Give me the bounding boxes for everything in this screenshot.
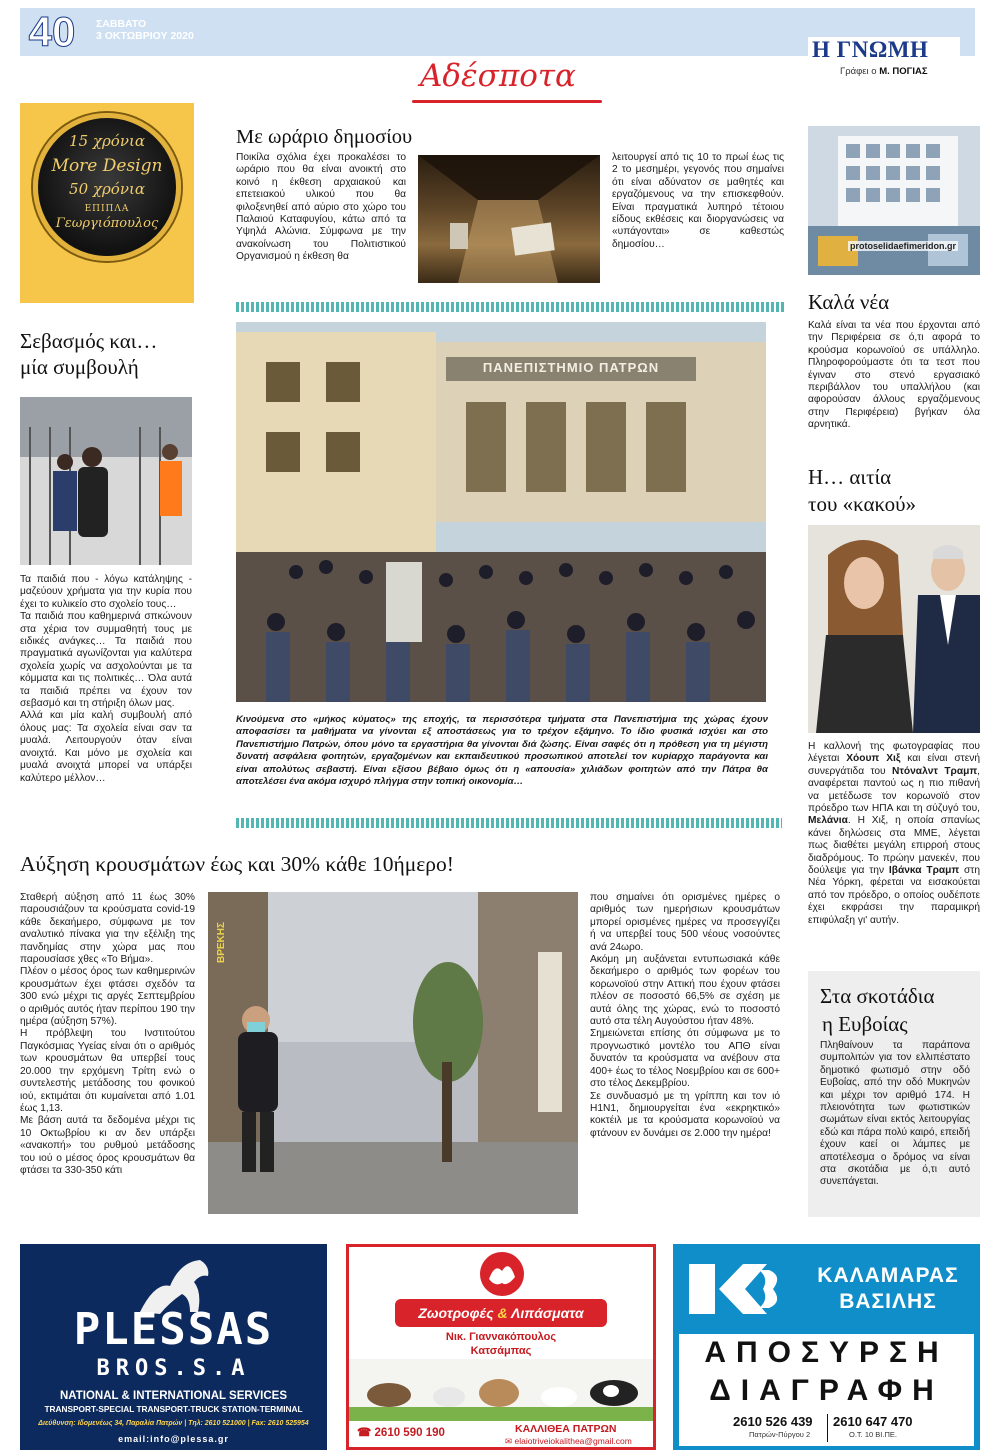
article-skotadia-title-line2: η Ευβοίας <box>822 1012 908 1036</box>
issue-date-text: 3 ΟΚΤΩΒΡΙΟΥ 2020 <box>96 30 194 42</box>
ad-more-line4: ΕΠΙΠΛΑ <box>84 204 130 214</box>
aitia-text-2: και είναι στενή συνεργάτιδα του <box>808 753 981 777</box>
university-caption: Κινούμενα στο «μήκος κύματος» της εποχής, τα περισσότερα τμήματα στα Πανεπιστήμια της χώρας έχουν αποφασίσει τα μαθήματα να γίνονται εξ αποστάσεως για το τρέχον εξάμηνο. Το ίδιο φυσικά ισχύει και στο Πανεπιστήμιο Πατρών, όπου μόνο τα εργαστήρια θα γίνονται διά ζώσης. Είναι σαφές ότι η πρόθεση για τη μέγιστη δυνατή ασφάλεια φοιτητών, εργαζομένων και εκπαιδευτικού προσωπικού αποτελεί τον κυρίαρχο παράγοντα και είναι απολύτως σεβαστή. Είναι εξίσου βέβαιο όμως ότι η «απουσία» χιλιάδων φοιτητών από την Πάτρα θα αποτελέσει ένα ακόμα ισχυρό πλήγμα στην τοπική οικονομία… <box>236 714 768 788</box>
article-skotadia-title <box>820 982 934 1038</box>
plessas-line1: NATIONAL & INTERNATIONAL SERVICES <box>59 1390 288 1402</box>
school-entrance-photo-art <box>20 397 192 565</box>
ad-more-line1: 15 χρόνια <box>69 132 145 150</box>
kalamaras-name-2: ΒΑΣΙΛΗΣ <box>839 1290 937 1313</box>
issue-date <box>96 18 194 42</box>
aitia-name-melania: Μελάνια <box>808 815 848 827</box>
krousmata-col1-p4: Με βάση αυτά τα δεδομένα μέχρι τις 10 Οκτωβρίου κι αν δεν υπάρξει «ανακοπή» του ρυθμού μετάδοσης του ιού ο μέσος όρος κρουσμάτων θα φτάσει τα 330-350 κάτι <box>20 1115 195 1176</box>
plessas-sub: BROS.S.A <box>96 1356 251 1381</box>
article-kala-nea-body: Καλά είναι τα νέα που έρχονται από την Περιφέρεια σε ό,τι αφορά το κρούσμα κορωνοϊού σε υπάλληλο. Πληροφορούμαστε ότι τα τεστ που έγιναν στο στενό εργασιακό περιβάλλον του υπαλλήλου (και αφορούσαν άλλους εργαζόμενους στην Περιφέρεια) βγήκαν όλα αρνητικά. <box>808 320 980 431</box>
article-aitia-body <box>808 741 980 927</box>
zootrofes-email-text: elaiotriveiokalithea@gmail.com <box>514 1436 632 1446</box>
ad-more-design-seal <box>33 113 181 261</box>
zootrofes-owner-2: Κατσάμπας <box>470 1345 532 1357</box>
section-underline <box>412 100 602 103</box>
kalamaras-logo-icon <box>685 1256 785 1322</box>
ad-kalamaras[interactable] <box>673 1244 980 1450</box>
zootrofes-phone-text: 2610 590 190 <box>374 1427 445 1439</box>
aitia-name-ivanka: Ιβάνκα Τραμπ <box>888 865 960 877</box>
ad-plessas[interactable] <box>20 1244 327 1450</box>
kalamaras-phone-2: 2610 647 470 <box>833 1414 913 1429</box>
zootrofes-title <box>395 1299 607 1327</box>
zootrofes-location: ΚΑΛΛΙΘΕΑ ΠΑΤΡΩΝ <box>515 1423 617 1435</box>
aitia-text-1: Η καλλονή της φωτογραφίας που λέγεται <box>808 741 980 765</box>
ad-more-line5: Γεωργιόπουλος <box>55 216 159 231</box>
article-krousmata-col2 <box>590 892 780 1140</box>
krousmata-col2-p3: Σημειώνεται επίσης ότι σύμφωνα με το προγνωστικό μοντέλο του ΑΠΘ είναι δυνατόν τα κρούσματα να ανέβουν στα 400+ έως το τέλος Νοεμβρίου και σε 600+ στο τέλος Δεκεμβρίου. <box>590 1028 780 1090</box>
street-photo <box>208 892 578 1214</box>
article-sevasmos-title <box>20 328 157 380</box>
zootrofes-phone <box>357 1425 445 1439</box>
ad-more-line3: 50 χρόνια <box>69 180 145 198</box>
article-orario-col2: λειτουργεί από τις 10 το πρωί έως τις 2 το μεσημέρι, γεγονός που σημαίνει ότι είναι αδύνατον σε μαθητές και εργαζόμενους να την επισκεφθούν. Είναι πραγματικά λυπηρό τέτοιου είδους εκθέσεις και διοργανώσεις να «υπάγονται» σε καθεστώς δημοσίου… <box>612 152 784 250</box>
kalamaras-service-2: ΔΙΑΓΡΑΦΗ <box>709 1374 944 1407</box>
shelter-photo <box>418 155 600 283</box>
krousmata-col2-p4: Σε συνδυασμό με τη γρίππη και τον ιό H1N1, δημιουργείται ένα «εκρηκτικό» κοκτέιλ με τα κρούσματα κορωνοϊού να φτάνουν εν δυνάμει σε 2.000 την ημέρα! <box>590 1090 780 1139</box>
divider-top <box>236 302 784 312</box>
article-aitia-title <box>808 464 916 518</box>
krousmata-col1-p2: Πλέον ο μέσος όρος των καθημερινών κρουσμάτων έχει φτάσει σχεδόν τα 300 ενώ μέχρι τις αργές Σεπτεμβρίου ο αριθμός αυτός ήταν περίπου 190 την ημέρα (αύξηση 57%). <box>20 966 195 1028</box>
university-sign: ΠΑΝΕΠΙΣΤΗΜΙΟ ΠΑΤΡΩΝ <box>482 360 660 375</box>
article-sevasmos-body <box>20 574 192 785</box>
zootrofes-title-amp: & <box>497 1305 508 1321</box>
zootrofes-title-a: Ζωοτροφές <box>418 1305 494 1321</box>
article-krousmata-title: Αύξηση κρουσμάτων έως και 30% κάθε 10ήμερο! <box>20 852 454 876</box>
aitia-name-trump: Ντόναλντ Τραμπ <box>892 765 978 777</box>
hicks-photo-art <box>808 525 980 733</box>
article-orario-title: Με ωράριο δημοσίου <box>236 126 413 148</box>
kalamaras-phone-divider <box>827 1414 828 1442</box>
article-sevasmos-p2: Τα παιδιά που καθημερινά σπκώνουν στα χέρια τον συμμαθητή τους με ειδικές ανάγκες… Τα παιδιά που πραγματικά αγωνίζονται για καλύτερα σχολεία χωρίς να ασχολούνται με τα κόμματα και τις πολιτικές… Όλα αυτά τα παιδιά πρέπει να έχουν τον σεβασμό και τη στήριξη όλων μας. <box>20 611 192 710</box>
krousmata-col1-p3: Η πρόβλεψη του Ινστιτούτου Παγκόσμιας Υγείας είναι ότι ο αριθμός των κρουσμάτων θα υπερβεί τους 20.000 την ερχόμενη Τρίτη ενώ ο συντελεστής μετάδοσης του φονικού ιού, εκτιμάται ότι κυμαίνεται από 1.01 έως 1,13. <box>20 1028 195 1114</box>
hicks-photo <box>808 525 980 733</box>
street-photo-art <box>208 892 578 1214</box>
kiosk-watermark: protoselidaefimeridon.gr <box>850 241 957 251</box>
page-number: 40 <box>20 8 84 56</box>
kiosk-photo <box>808 126 980 275</box>
section-title: Αδέσποτα <box>420 58 576 94</box>
article-sevasmos-p3: Αλλά και μία καλή συμβουλή από όλους μας: Τα σχολεία είναι σαν τα μυαλά. Λειτουργούν όταν είναι ανοιχτά. Και μόνο με σχολεία και μυαλά ανοιχτά μπορεί να υπάρξει καλύτερο μέλλον… <box>20 710 192 784</box>
kiosk-photo-art <box>808 126 980 275</box>
newspaper-logo: Η ΓΝΩΜΗ <box>812 37 929 62</box>
plessas-address: Διεύθυνση: Ιδομενέως 34, Παραλία Πατρών | Τηλ: 2610 521000 | Fax: 2610 525954 <box>38 1420 309 1427</box>
krousmata-col2-p2: Ακόμη μη αυξάνεται εντυπωσιακά κάθε δεκαήμερο ο αριθμός των φορέων του κορωνοϊού στην Αττική που έχουν φτάσει πλέον σε ποσοστό 66,5% σε σχέση με αυτά όλης της χώρας, ενώ το ποσοστό αυτό στα τέλη Αυγούστου ήταν 48%. <box>590 954 780 1028</box>
krousmata-col2-p1: που σημαίνει ότι ορισμένες ημέρες ο αριθμός των ημερήσιων κρουσμάτων μπορεί ορισμένες ημέρες να προσεγγίζει ή να υπερβεί τους 500 νέους νοσούντες ανά 24ωρο. <box>590 892 780 953</box>
aitia-name-hicks: Χόουπ Χιξ <box>846 753 901 765</box>
article-skotadia-title-line1: Στα σκοτάδια <box>820 984 935 1008</box>
krousmata-col1-p1: Σταθερή αύξηση από 11 έως 30% παρουσιάζουν τα κρούσματα covid-19 κάθε δεκαήμερο, σύμφωνα με τον αναλυτικό πίνακα για την εξέλιξη της πανδημίας στην χώρα μας που παρουσίασε χθες «Το Βήμα». <box>20 892 195 966</box>
aitia-text-5: στη Νέα Υόρκη, φέρεται να εισακούεται από τον πρόεδρο, ο οποίος ουδέποτε έχει εκφράσει την παραμικρή επιφύλαξη γι' αυτήν. <box>808 865 980 926</box>
article-krousmata-col1 <box>20 892 195 1177</box>
zootrofes-email <box>505 1436 632 1447</box>
article-aitia-title-line2: του «κακού» <box>808 492 917 516</box>
divider-middle <box>236 818 782 828</box>
school-entrance-photo <box>20 397 192 565</box>
street-photo-sign: ΒΡΕΚΗΣ <box>216 922 227 964</box>
phone-icon: ☎ <box>357 1427 375 1439</box>
article-orario-col1: Ποικίλα σχόλια έχει προκαλέσει το ωράριο που θα είναι ανοικτή στο κοινό η έκθεση αρχαιακού και επετειακού υλικού που θα φιλοξενηθεί από αύριο στο χώρο του Παλαιού Καταφυγίου, κάτω από τα Υψηλά Αλώνια. Σύμφωνα με την ανακοίνωση του Πολιτιστικού Οργανισμού η έκθεση θα <box>236 152 406 263</box>
shelter-photo-art <box>418 155 600 283</box>
article-sevasmos-p1: Τα παιδιά που - λόγω κατάληψης - μαζεύουν χρήματα για την κυρία που έχει το κυλικείο στο σχολείο τους… <box>20 574 192 610</box>
kalamaras-phone-1-sub: Πατρών-Πύργου 2 <box>749 1430 811 1439</box>
article-skotadia-body: Πληθαίνουν τα παράπονα συμπολιτών για τον ελλιπέστατο δημοτικό φωτισμό στην οδό Ευβοίας, από την οδό Μυκηνών και μέχρι τον αριθμό 174. Η πλειονότητα των φωτιστικών σωμάτων είναι εκτός λειτουργίας εδώ και πάρα πολύ καιρό, επειδή έχουν καεί οι λάμπες με αποτέλεσμα ο δρόμος να είναι στα σκοτάδια με ό,τι αυτό συνεπάγεται. <box>820 1040 970 1188</box>
article-aitia-title-line1: Η… αιτία <box>808 465 892 489</box>
kalamaras-name-1: ΚΑΛΑΜΑΡΑΣ <box>817 1264 959 1287</box>
kalamaras-service-1: ΑΠΟΣΥΡΣΗ <box>704 1336 949 1369</box>
plessas-email: email:info@plessa.gr <box>118 1434 229 1444</box>
kalamaras-phone-1: 2610 526 439 <box>733 1414 813 1429</box>
ad-more-line2: More Design <box>51 156 163 176</box>
author-name: Μ. ΠΟΓΙΑΣ <box>879 66 928 77</box>
university-photo <box>236 322 766 702</box>
aitia-text-4: . Η Χιξ, η οποία σπανίως κάνει δηλώσεις στα ΜΜΕ, λέγεται πως διαθέτει μεγάλη επιρροή στους διαδρόμους. Το πρώην μανεκέν, που δούλεψε για την <box>808 815 980 877</box>
author-prefix: Γράφει ο <box>840 66 877 77</box>
author-credit <box>840 66 928 77</box>
article-sevasmos-title-line2: μία συμβουλή <box>20 355 139 379</box>
article-kala-nea-title: Καλά νέα <box>808 290 890 314</box>
aitia-text-3: , αναφέρεται παντού ως η πιο πιθανή να μετέδωσε τον κορωνοϊό στον πρόεδρο των ΗΠΑ και τη σύζυγό του, <box>808 765 980 815</box>
university-photo-art <box>236 322 766 702</box>
farm-animals-illustration <box>349 1359 653 1421</box>
article-sevasmos-title-line1: Σεβασμός και… <box>20 329 158 353</box>
animals-logo-icon <box>467 1249 537 1299</box>
plessas-name: PLESSAS <box>73 1304 274 1355</box>
plessas-line2: TRANSPORT-SPECIAL TRANSPORT-TRUCK STATION-TERMINAL <box>44 1404 303 1414</box>
zootrofes-owner-1: Νικ. Γιαννακόπουλος <box>445 1331 557 1343</box>
zootrofes-title-b: Λιπάσματα <box>511 1305 584 1321</box>
issue-day: ΣΑΒΒΑΤΟ <box>96 18 147 30</box>
ad-zootrofes[interactable] <box>346 1244 656 1450</box>
kalamaras-phone-2-sub: Ο.Τ. 10 ΒΙ.ΠΕ. <box>849 1430 897 1439</box>
email-icon: ✉ <box>505 1436 515 1446</box>
